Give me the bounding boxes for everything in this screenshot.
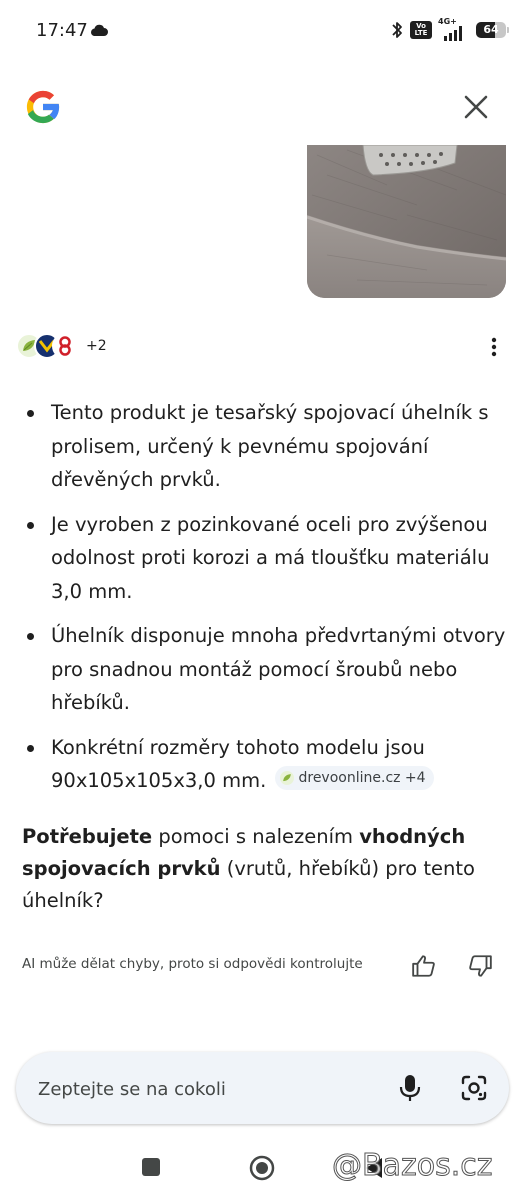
bullet-dot (27, 745, 34, 752)
microphone-icon (399, 1074, 421, 1102)
product-photo (307, 145, 506, 298)
status-time: 17:47 (36, 20, 88, 41)
product-image[interactable] (307, 145, 506, 298)
thumb-down-button[interactable] (462, 948, 498, 984)
volte-badge: Vo LTE (410, 21, 432, 39)
list-item-text: Tento produkt je tesařský spojovací úhelník s prolisem, určený k pevnému spojování dřevěných prvků. (51, 401, 489, 491)
answer-list (22, 396, 507, 809)
bullet-dot (27, 410, 34, 417)
followup-bold-1: Potřebujete (22, 825, 153, 848)
battery-level: 64 (483, 23, 499, 36)
voice-search-button[interactable] (392, 1070, 428, 1106)
list-item (22, 508, 507, 609)
source-chip-label: drevoonline.cz +4 (298, 770, 426, 786)
list-item-text: Je vyroben z pozinkované oceli pro zvýšenou odolnost proti korozi a má tloušťku materiálu 3,0 mm. (51, 512, 490, 603)
list-item-text: Konkrétní rozměry tohoto modelu jsou 90x105x105x3,0 mm. (51, 735, 425, 792)
status-icons (390, 18, 509, 42)
more-vert-icon (491, 337, 497, 357)
lens-camera-icon (461, 1075, 487, 1101)
network-indicator (438, 19, 466, 41)
google-lens-button[interactable] (456, 1070, 492, 1106)
battery-tip (507, 27, 509, 33)
close-button[interactable] (454, 85, 498, 129)
thumb-up-button[interactable] (406, 948, 442, 984)
list-item (22, 731, 507, 798)
more-options-button[interactable] (478, 332, 510, 362)
red-logo-favicon (52, 333, 78, 359)
followup-text-1: pomoci s nalezením (152, 825, 360, 848)
list-item (22, 396, 507, 497)
list-item (22, 619, 507, 720)
sources-count: +2 (86, 338, 107, 354)
thumb-down-icon (467, 953, 493, 979)
bullet-dot (27, 522, 34, 529)
watermark: @Bazos.cz (332, 1148, 493, 1183)
battery-icon (476, 22, 506, 38)
source-chip[interactable] (275, 766, 433, 790)
ai-disclaimer: AI může dělat chyby, proto si odpovědi kontrolujte (22, 956, 363, 972)
google-logo-icon (22, 86, 64, 128)
bullet-dot (27, 633, 34, 640)
close-icon (463, 94, 489, 120)
search-input[interactable] (36, 1068, 380, 1110)
followup-bold-2: vhodných spojovacích prvků (22, 825, 466, 880)
cloud-icon (90, 24, 108, 36)
signal-icon (442, 25, 466, 41)
followup-question (22, 821, 492, 917)
list-item-text: Úhelník disponuje mnoha předvrtanými otvory pro snadnou montáž pomocí šroubů nebo hřebíků. (51, 624, 506, 714)
recents-button[interactable] (142, 1158, 160, 1176)
home-button[interactable] (249, 1155, 275, 1181)
thumb-up-icon (411, 953, 437, 979)
sources-row[interactable] (16, 330, 107, 362)
status-bar (0, 0, 527, 62)
search-box (16, 1052, 509, 1124)
followup-text-2: (vrutů, hřebíků) pro tento úhelník? (22, 857, 475, 912)
leaf-favicon (280, 771, 294, 785)
network-type: 4G+ (438, 17, 457, 26)
bluetooth-icon (390, 20, 404, 40)
